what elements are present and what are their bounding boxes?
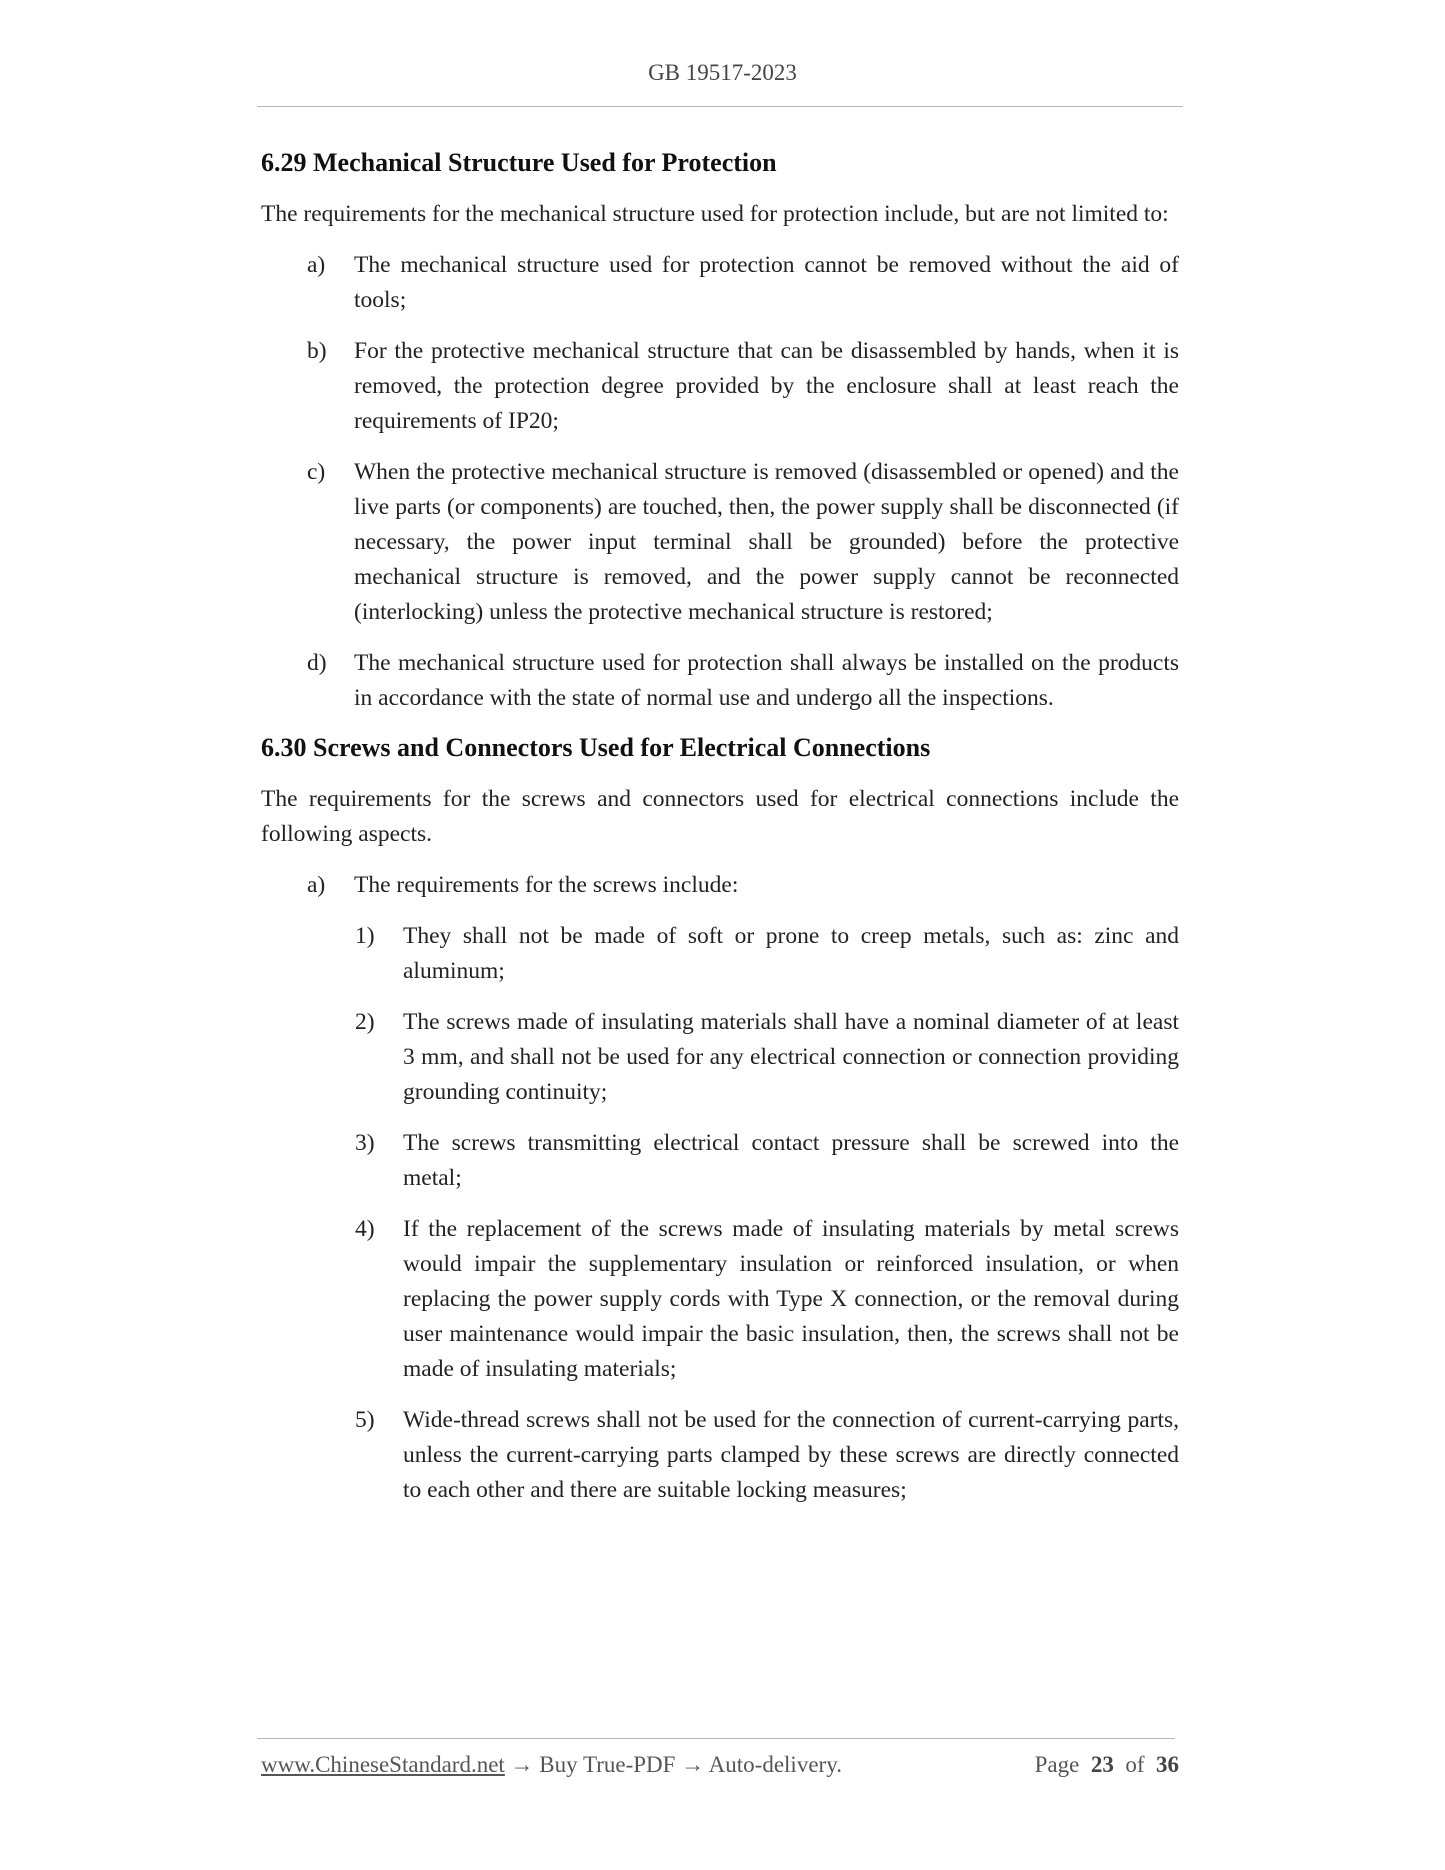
page-footer — [261, 1752, 1179, 1788]
list-marker: a) — [307, 872, 326, 898]
sublist-text: If the replacement of the screws made of insulating materials by metal screws would impair the supplementary insulation or reinforced insulation, or when replacing the power supply cords with Type X connection, or the removal during user maintenance would impair the basic insulation, then, the screws shall not be made of insulating materials; — [403, 1216, 1179, 1382]
section-intro: The requirements for the mechanical structure used for protection include, but are not limited to: — [261, 201, 1169, 227]
page-header: GB 19517-2023 — [648, 60, 797, 85]
buy-pdf-text: Buy True-PDF — [539, 1752, 676, 1777]
sublist-text: The screws transmitting electrical contact pressure shall be screwed into the metal; — [403, 1130, 1179, 1191]
section-heading-6-29: 6.29 Mechanical Structure Used for Protection — [261, 148, 777, 177]
list-item — [261, 868, 1179, 903]
list-item — [261, 646, 1179, 716]
site-link[interactable]: www.ChineseStandard.net — [261, 1752, 505, 1777]
sublist-item — [261, 1403, 1179, 1508]
of-label: of — [1125, 1752, 1145, 1777]
list-item — [261, 248, 1179, 318]
list-text: When the protective mechanical structure is removed (disassembled or opened) and the live parts (or components) are touched, then, the power supply shall be disconnected (if necessary, the power input terminal shall be grounded) before the protective mechanical structure is removed, and the power supply cannot be reconnected (interlocking) unless the protective mechanical structure is restored; — [354, 459, 1179, 625]
sublist-text: They shall not be made of soft or prone to creep metals, such as: zinc and aluminum; — [403, 923, 1179, 984]
list-text: The requirements for the screws include: — [354, 872, 739, 898]
section-intro: The requirements for the screws and connectors used for electrical connections include the following aspects. — [261, 786, 1179, 847]
header-divider — [257, 106, 1183, 107]
sublist-marker: 4) — [355, 1216, 375, 1242]
list-marker: a) — [307, 252, 326, 278]
document-body — [261, 145, 1179, 1508]
list-item — [261, 455, 1179, 630]
arrow-right-icon: → — [681, 1752, 705, 1777]
list-item — [261, 334, 1179, 439]
list-text: The mechanical structure used for protection cannot be removed without the aid of tools; — [354, 252, 1179, 313]
page-number — [1035, 1752, 1179, 1778]
sublist-marker: 5) — [355, 1407, 375, 1433]
sublist-item — [261, 1126, 1179, 1196]
sublist-text: The screws made of insulating materials shall have a nominal diameter of at least 3 mm, and shall not be used for any electrical connection or connection providing grounding continuity; — [403, 1009, 1179, 1105]
list-marker: b) — [307, 338, 327, 364]
current-page: 23 — [1090, 1752, 1114, 1777]
page-label: Page — [1034, 1752, 1080, 1777]
sublist-text: Wide-thread screws shall not be used for the connection of current-carrying parts, unless the current-carrying parts clamped by these screws are directly connected to each other and there are suitable locking measures; — [403, 1407, 1179, 1503]
arrow-right-icon: → — [510, 1752, 534, 1777]
total-pages: 36 — [1156, 1752, 1179, 1777]
list-marker: d) — [307, 650, 327, 676]
list-marker: c) — [307, 459, 326, 485]
sublist-item — [261, 919, 1179, 989]
sublist-marker: 3) — [355, 1130, 375, 1156]
sublist-item — [261, 1005, 1179, 1110]
footer-divider — [257, 1738, 1175, 1739]
sublist-marker: 1) — [355, 923, 375, 949]
sublist-marker: 2) — [355, 1009, 375, 1035]
sublist-item — [261, 1212, 1179, 1387]
list-text: The mechanical structure used for protection shall always be installed on the products in accordance with the state of normal use and undergo all the inspections. — [354, 650, 1179, 711]
footer-links — [261, 1752, 842, 1778]
auto-delivery-text: Auto-delivery. — [708, 1752, 842, 1777]
list-text: For the protective mechanical structure that can be disassembled by hands, when it is removed, the protection degree provided by the enclosure shall at least reach the requirements of IP20; — [354, 338, 1179, 434]
section-heading-6-30: 6.30 Screws and Connectors Used for Electrical Connections — [261, 733, 931, 762]
